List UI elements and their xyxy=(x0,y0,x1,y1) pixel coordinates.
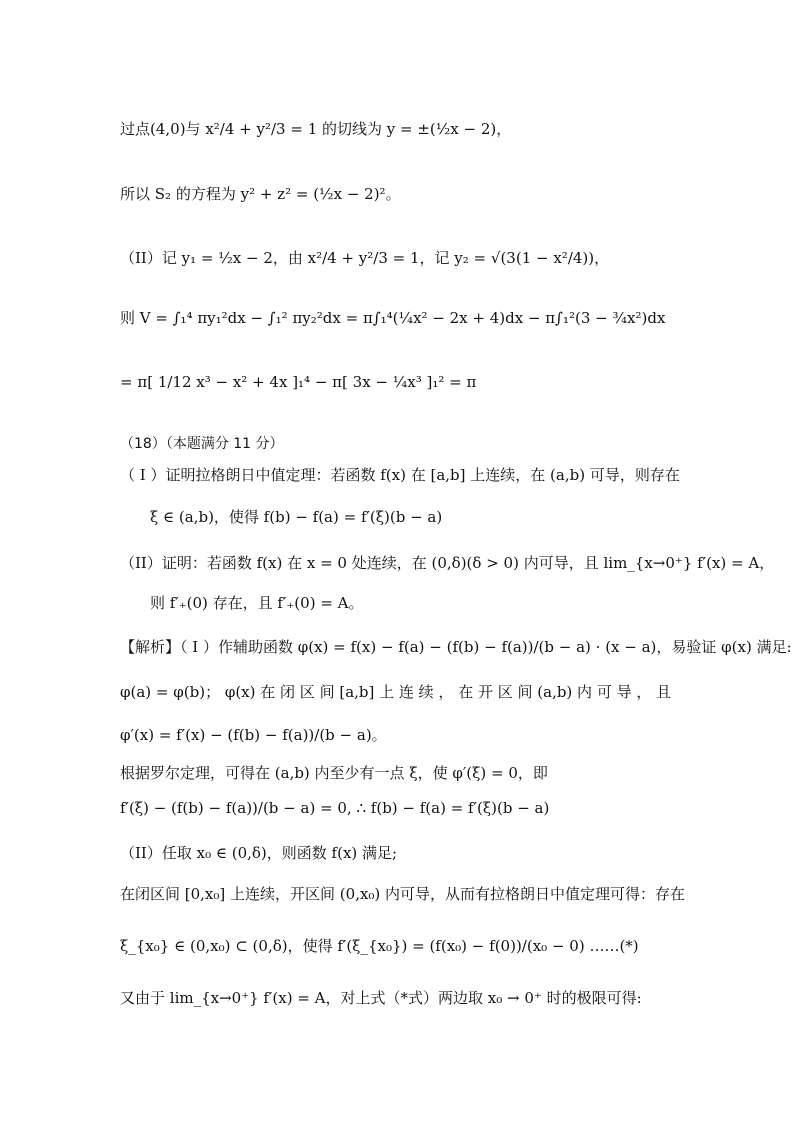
analysis-rolle-theorem: 根据罗尔定理，可得在 (a,b) 内至少有一点 ξ，使 φ′(ξ) = 0，即 xyxy=(120,764,548,782)
problem-18-heading: （18）（本题满分 11 分） xyxy=(120,436,284,452)
s2-equation: 所以 S₂ 的方程为 y² + z² = (½x − 2)²。 xyxy=(120,185,401,203)
part2-statement: （II）证明：若函数 f(x) 在 x = 0 处连续，在 (0,δ)(δ > 0) 内可导，且 lim_{x→0⁺} f′(x) = A， xyxy=(120,554,775,572)
part1-statement: （ I ）证明拉格朗日中值定理：若函数 f(x) 在 [a,b] 上连续，在 (a,b) 可导，则存在 xyxy=(120,466,680,484)
analysis-part2-start: （II）任取 x₀ ∈ (0,δ)，则函数 f(x) 满足; xyxy=(120,844,398,862)
analysis-auxiliary-function: 【解析】（ I ）作辅助函数 φ(x) = f(x) − f(a) − (f(b) − f(a))/(b − a) · (x − a)，易验证 φ(x) 满足: xyxy=(120,638,792,656)
part2-definitions: （II）记 y₁ = ½x − 2，由 x²/4 + y²/3 = 1，记 y₂ = √(3(1 − x²/4))， xyxy=(120,249,610,267)
analysis-part2-conditions: 在闭区间 [0,x₀] 上连续，开区间 (0,x₀) 内可导，从而有拉格朗日中值定理可得：存在 xyxy=(120,885,686,903)
volume-result: = π[ 1/12 x³ − x² + 4x ]₁⁴ − π[ 3x − ¼x³ ]₁² = π xyxy=(120,373,477,391)
analysis-derivative: φ′(x) = f′(x) − (f(b) − f(a))/(b − a)。 xyxy=(120,726,387,744)
analysis-rolle-conditions: φ(a) = φ(b)； φ(x) 在 闭 区 间 [a,b] 上 连 续 ， 在 开 区 间 (a,b) 内 可 导 ， 且 xyxy=(120,683,672,701)
volume-integral: 则 V = ∫₁⁴ πy₁²dx − ∫₁² πy₂²dx = π∫₁⁴(¼x² − 2x + 4)dx − π∫₁²(3 − ¾x²)dx xyxy=(120,309,666,327)
part1-conclusion: ξ ∈ (a,b)，使得 f(b) − f(a) = f′(ξ)(b − a) xyxy=(150,508,443,526)
analysis-part2-limit: 又由于 lim_{x→0⁺} f′(x) = A，对上式（*式）两边取 x₀ → 0⁺ 时的极限可得: xyxy=(120,989,642,1007)
analysis-result: f′(ξ) − (f(b) − f(a))/(b − a) = 0, ∴ f(b) − f(a) = f′(ξ)(b − a) xyxy=(120,799,550,817)
part2-conclusion: 则 f′₊(0) 存在，且 f′₊(0) = A。 xyxy=(150,594,364,612)
analysis-part2-mvt: ξ_{x₀} ∈ (0,x₀) ⊂ (0,δ)，使得 f′(ξ_{x₀}) = (f(x₀) − f(0))/(x₀ − 0) ……(*) xyxy=(120,937,639,955)
tangent-line-statement: 过点(4,0)与 x²/4 + y²/3 = 1 的切线为 y = ±(½x − 2)， xyxy=(120,120,512,138)
